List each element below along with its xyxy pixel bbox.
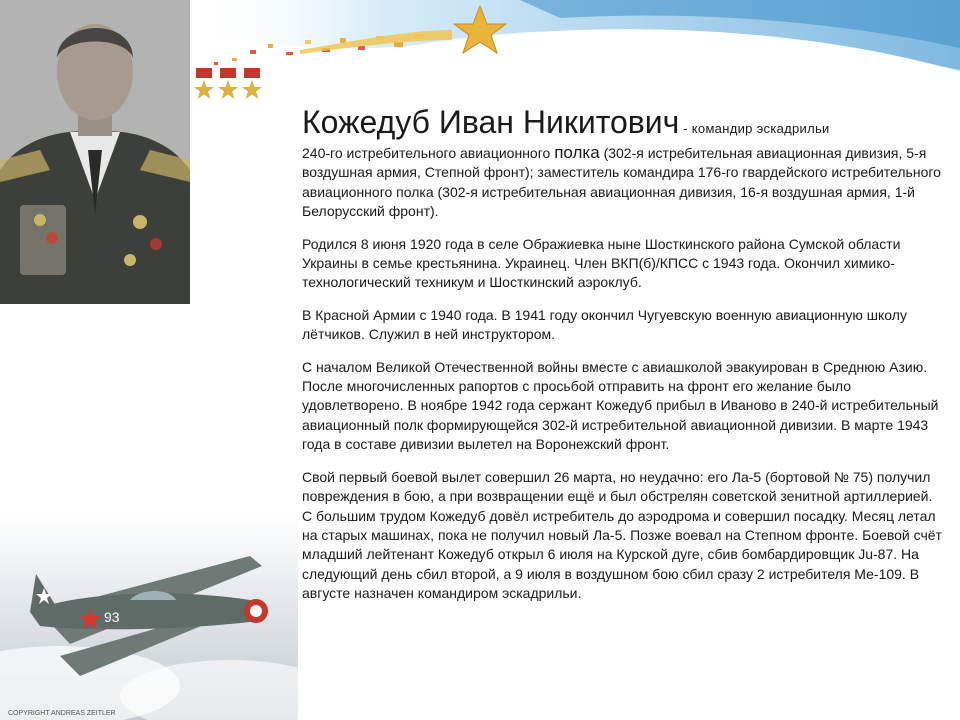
portrait-photo [0,0,190,304]
paragraph: С началом Великой Отечественной войны вместе с авиашколой эвакуирован в Среднюю Азию. После многочисленных рапортов с просьбой отправить на фронт его желание было удовлетворено. В ноябре 1942 года сержант Кожедуб прибыл в Иваново в 240-й истребительный авиационный полк формирующейся 302-й истребительной авиационной дивизии. В марте 1943 года в составе дивизии вылетел на Воронежский фронт. [302,358,939,453]
highlight-word: полка [554,143,600,162]
paragraph: В Красной Армии с 1940 года. В 1941 году окончил Чугуевскую военную авиационную школу лётчиков. Служил в ней инструктором. [302,306,907,343]
title-subtitle: - командир эскадрильи [679,121,830,136]
hero-medals [194,66,264,108]
biography-text [302,143,942,617]
medal-icon [242,68,262,99]
paragraph: Свой первый боевой вылет совершил 26 марта, но неудачно: его Ла-5 (бортовой № 75) получил повреждения в бою, а при возвращении ещё и был обстрелян советской зенитной артиллерией. С большим трудом Кожедуб довёл истребитель до аэродрома и совершил посадку. Месяц летал на старых машинах, пока не получил новый Ла-5. Позже воевал на Степном фронте. Боевой счёт младший лейтенант Кожедуб открыл 6 июля на Курской дуге, сбив бомбардировщик Ju-87. На следующий день сбил второй, а 9 июля в воздушном бою сбил сразу 2 истребителя Ме-109. В августе назначен командиром эскадрильи. [302,468,942,602]
photo-copyright: COPYRIGHT ANDREAS ZEITLER [8,710,116,717]
paragraph: 240-го истребительного авиационного полка (302-я истребительная авиационная дивизия, 5-я воздушная армия, Степной фронт); заместитель командира 176-го гвардейского истребительного авиационного полка (302-я истребительная авиационная дивизия, 16-я воздушная армия, 1-й Белорусский фронт). [302,143,941,220]
hero-name: Кожедуб Иван Никитович [302,104,680,140]
aircraft-number: 93 [104,609,120,625]
medal-icon [194,68,214,99]
medal-icon [218,68,238,99]
aircraft-photo [0,516,298,720]
paragraph: Родился 8 июня 1920 года в селе Ображиевка ныне Шосткинского района Сумской области Украины в семье крестьянина. Украинец. Член ВКП(б)/КПСС с 1943 года. Окончил химико-технологический техникум и Шосткинский аэроклуб. [302,235,901,291]
